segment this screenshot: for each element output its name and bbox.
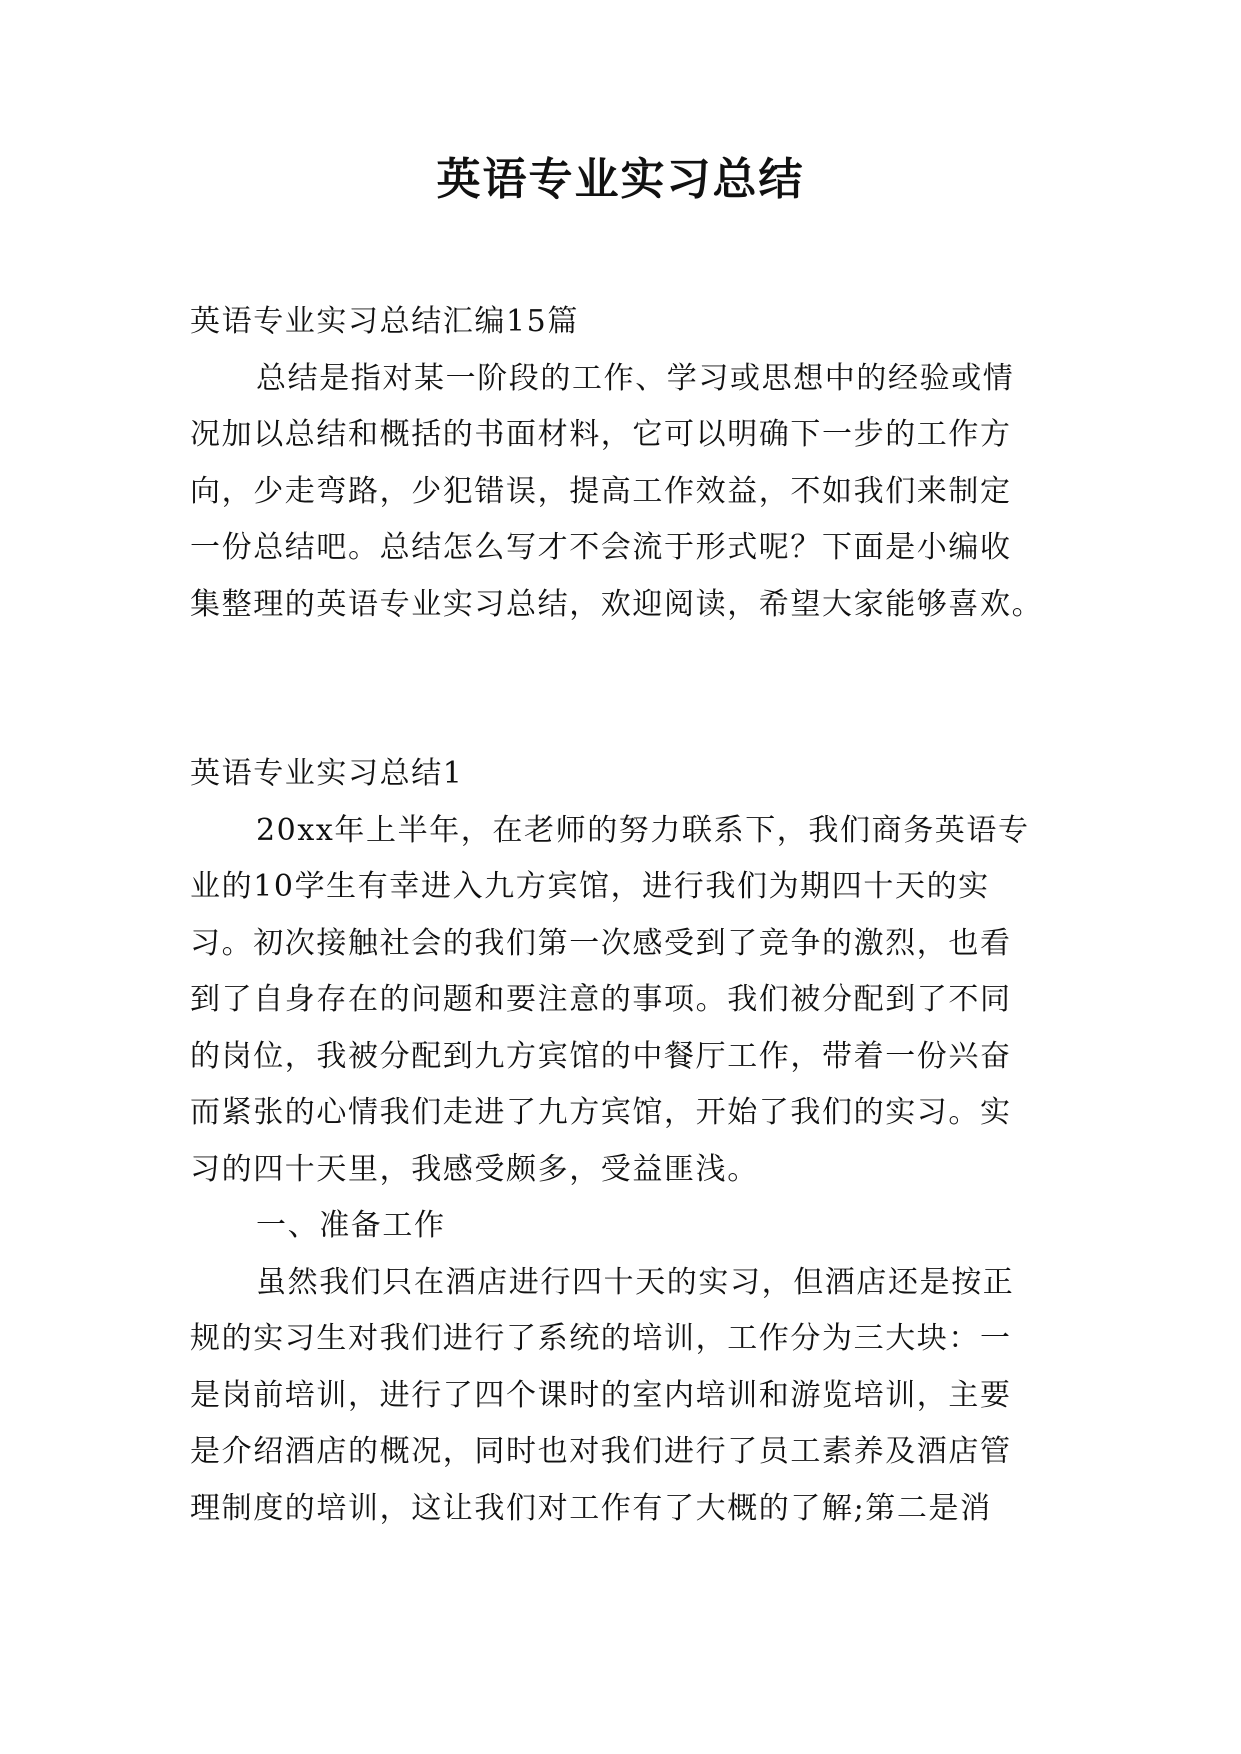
paragraph-line: 是介绍酒店的概况，同时也对我们进行了员工素养及酒店管 <box>190 1434 1012 1469</box>
document-title: 英语专业实习总结 <box>436 154 805 205</box>
section-heading: 英语专业实习总结1 <box>190 756 464 791</box>
paragraph-line: 20xx年上半年，在老师的努力联系下，我们商务英语专 <box>256 812 1030 848</box>
intro-line: 况加以总结和概括的书面材料，它可以明确下一步的工作方 <box>190 417 1012 452</box>
paragraph-line: 规的实习生对我们进行了系统的培训，工作分为三大块：一 <box>190 1321 1012 1356</box>
document-subtitle: 英语专业实习总结汇编15篇 <box>190 304 579 339</box>
paragraph-line: 业的10学生有幸进入九方宾馆，进行我们为期四十天的实 <box>190 869 990 904</box>
paragraph-line: 是岗前培训，进行了四个课时的室内培训和游览培训，主要 <box>190 1377 1012 1413</box>
intro-line: 一份总结吧。总结怎么写才不会流于形式呢？下面是小编收 <box>190 530 1012 565</box>
paragraph-line: 理制度的培训，这让我们对工作有了大概的了解;第二是消 <box>190 1490 992 1526</box>
paragraph-line: 虽然我们只在酒店进行四十天的实习，但酒店还是按正 <box>256 1264 1015 1300</box>
section-spacer <box>190 633 1060 746</box>
intro-line: 总结是指对某一阶段的工作、学习或思想中的经验或情 <box>256 360 1015 396</box>
intro-line: 集整理的英语专业实习总结，欢迎阅读，希望大家能够喜欢。 <box>190 586 1044 622</box>
intro-line: 向，少走弯路，少犯错误，提高工作效益，不如我们来制定 <box>190 473 1012 509</box>
paragraph-line: 到了自身存在的问题和要注意的事项。我们被分配到了不同 <box>190 982 1012 1017</box>
paragraph-line: 的岗位，我被分配到九方宾馆的中餐厅工作，带着一份兴奋 <box>190 1038 1012 1074</box>
paragraph-line: 而紧张的心情我们走进了九方宾馆，开始了我们的实习。实 <box>190 1095 1012 1130</box>
subheading: 一、准备工作 <box>256 1208 446 1243</box>
paragraph-line: 习。初次接触社会的我们第一次感受到了竞争的激烈，也看 <box>190 925 1012 961</box>
document-body <box>190 294 1060 1537</box>
paragraph-line: 习的四十天里，我感受颇多，受益匪浅。 <box>190 1151 759 1187</box>
